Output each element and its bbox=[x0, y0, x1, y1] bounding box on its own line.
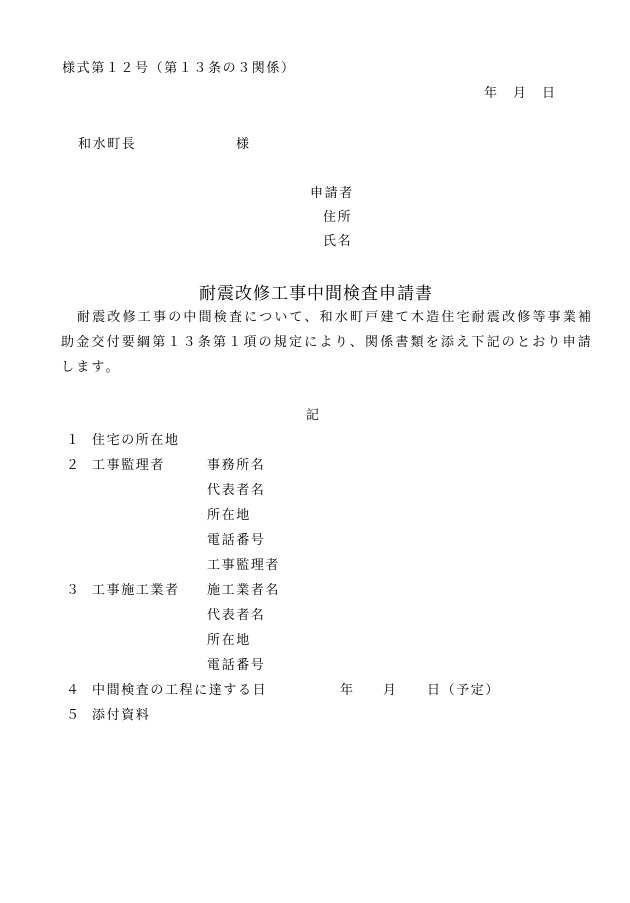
item1-label: 住宅の所在地 bbox=[92, 433, 180, 448]
item3-label: 工事施工業者 bbox=[92, 583, 180, 598]
body-line-3: します。 bbox=[61, 360, 121, 375]
item2-field-phone: 電話番号 bbox=[207, 533, 266, 548]
item3-field-phone: 電話番号 bbox=[207, 658, 266, 673]
item2-field-location: 所在地 bbox=[207, 508, 251, 523]
applicant-name-label: 氏名 bbox=[323, 234, 353, 249]
item4-number: ４ bbox=[66, 683, 81, 698]
item4-label: 中間検査の工程に達する日 bbox=[92, 683, 268, 698]
addressee-name: 和水町長 bbox=[78, 137, 137, 152]
applicant-address-label: 住所 bbox=[323, 210, 353, 225]
item4-day: 日（予定） bbox=[427, 683, 501, 698]
date-month: 月 bbox=[513, 86, 528, 101]
document-title: 耐震改修工事中間検査申請書 bbox=[199, 284, 433, 304]
item4-month: 月 bbox=[383, 683, 398, 698]
item2-number: ２ bbox=[66, 458, 81, 473]
item3-field-contractor: 施工業者名 bbox=[207, 583, 281, 598]
item2-field-representative: 代表者名 bbox=[207, 483, 266, 498]
body-line-1: 耐震改修工事の中間検査について、和水町戸建て木造住宅耐震改修等事業補 bbox=[77, 310, 594, 325]
date-day: 日 bbox=[542, 86, 557, 101]
form-number: 様式第１２号（第１３条の３関係） bbox=[62, 61, 296, 76]
applicant-label: 申請者 bbox=[310, 186, 354, 201]
record-heading: 記 bbox=[306, 408, 321, 423]
item5-number: ５ bbox=[66, 708, 81, 723]
date-year: 年 bbox=[484, 86, 499, 101]
item3-field-representative: 代表者名 bbox=[207, 608, 266, 623]
item3-field-location: 所在地 bbox=[207, 633, 251, 648]
item3-number: ３ bbox=[66, 583, 81, 598]
item2-field-supervisor: 工事監理者 bbox=[207, 558, 281, 573]
item1-number: １ bbox=[66, 433, 81, 448]
body-line-2: 助金交付要綱第１３条第１項の規定により、関係書類を添え下記のとおり申請 bbox=[61, 335, 594, 350]
item5-label: 添付資料 bbox=[92, 708, 151, 723]
item2-label: 工事監理者 bbox=[92, 458, 166, 473]
addressee-honorific: 様 bbox=[236, 137, 251, 152]
item2-field-office: 事務所名 bbox=[207, 458, 266, 473]
item4-year: 年 bbox=[340, 683, 355, 698]
